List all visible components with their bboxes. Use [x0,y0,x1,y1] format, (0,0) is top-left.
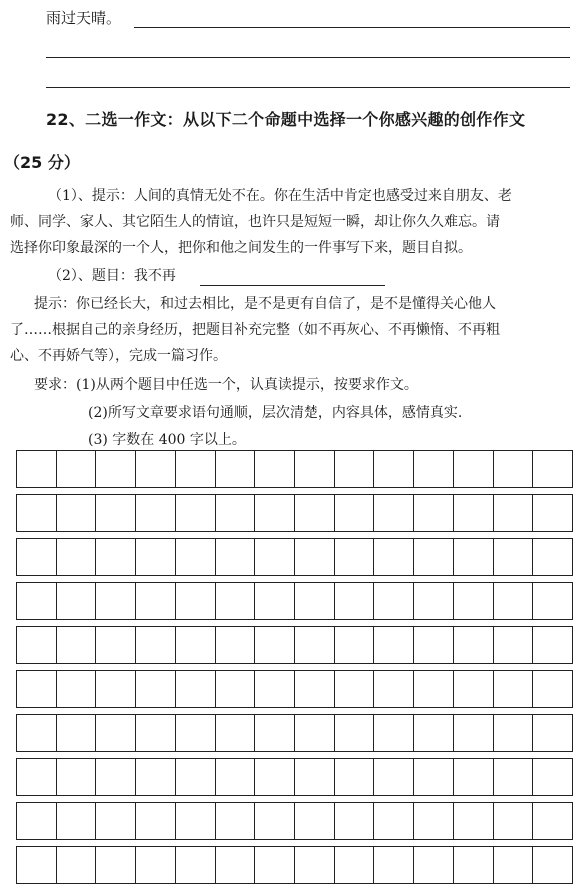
grid-cell[interactable] [494,539,534,576]
requirement-3: (3) 字数在 400 字以上。 [88,432,246,448]
prompt2-line-2: 了……根据自己的亲身经历，把题目补充完整（如不再灰心、不再懒惰、不再粗 [10,322,500,338]
prompt2-line-3: 心、不再娇气等），完成一篇习作。 [10,348,227,364]
grid-cell[interactable] [374,539,414,576]
grid-cell[interactable] [57,759,97,796]
grid-cell[interactable] [216,539,256,576]
grid-cell[interactable] [374,495,414,532]
grid-cell[interactable] [494,451,534,488]
grid-cell[interactable] [494,583,534,620]
grid-cell[interactable] [176,627,216,664]
grid-cell[interactable] [57,715,97,752]
grid-cell[interactable] [216,759,256,796]
grid-row [16,626,573,664]
grid-cell[interactable] [136,583,176,620]
grid-cell[interactable] [533,847,573,884]
grid-cell[interactable] [533,671,573,708]
grid-cell[interactable] [335,583,375,620]
prompt1-line-1: （1）、提示：人间的真情无处不在。你在生活中肯定也感受过来自朋友、老 [48,188,512,204]
grid-cell[interactable] [414,495,454,532]
grid-row [16,494,573,532]
grid-cell[interactable] [96,803,136,840]
grid-cell[interactable] [533,451,573,488]
grid-cell[interactable] [335,671,375,708]
grid-cell[interactable] [494,495,534,532]
grid-row [16,538,573,576]
grid-cell[interactable] [494,671,534,708]
grid-cell[interactable] [295,495,335,532]
requirement-2: (2)所写文章要求语句通顺，层次清楚，内容具体，感情真实. [88,405,463,421]
grid-cell[interactable] [57,803,97,840]
grid-cell[interactable] [335,627,375,664]
grid-cell[interactable] [57,847,97,884]
prompt1-line-2: 师、同学、家人、其它陌生人的情谊，也许只是短短一瞬，却让你久久难忘。请 [10,214,500,230]
grid-cell[interactable] [176,671,216,708]
grid-cell[interactable] [255,451,295,488]
grid-cell[interactable] [176,803,216,840]
grid-cell[interactable] [533,759,573,796]
grid-cell[interactable] [216,627,256,664]
grid-cell[interactable] [374,847,414,884]
prompt1-line-3: 选择你印象最深的一个人，把你和他之间发生的一件事写下来，题目自拟。 [10,240,472,256]
grid-cell[interactable] [533,715,573,752]
answer-line-1 [134,27,570,28]
grid-cell[interactable] [335,847,375,884]
grid-cell[interactable] [335,451,375,488]
grid-cell[interactable] [494,759,534,796]
grid-cell[interactable] [176,715,216,752]
grid-cell[interactable] [414,671,454,708]
answer-line-2 [46,57,570,58]
grid-cell[interactable] [176,451,216,488]
grid-cell[interactable] [494,847,534,884]
grid-row [16,670,573,708]
grid-cell[interactable] [295,847,335,884]
grid-cell[interactable] [494,627,534,664]
grid-cell[interactable] [533,627,573,664]
grid-cell[interactable] [454,627,494,664]
grid-cell[interactable] [57,539,97,576]
grid-cell[interactable] [57,451,97,488]
grid-cell[interactable] [57,495,97,532]
grid-row [16,582,573,620]
grid-cell[interactable] [136,803,176,840]
grid-cell[interactable] [176,583,216,620]
grid-cell[interactable] [414,627,454,664]
grid-row [16,714,573,752]
grid-cell[interactable] [414,583,454,620]
prompt2-line-1: 提示：你已经长大，和过去相比，是不是更有自信了，是不是懂得关心他人 [34,296,496,312]
answer-line-3 [46,87,570,88]
grid-cell[interactable] [374,671,414,708]
grid-cell[interactable] [414,803,454,840]
grid-cell[interactable] [17,671,57,708]
grid-cell[interactable] [136,759,176,796]
grid-cell[interactable] [136,539,176,576]
grid-cell[interactable] [414,451,454,488]
grid-cell[interactable] [96,627,136,664]
grid-cell[interactable] [374,759,414,796]
grid-cell[interactable] [335,715,375,752]
grid-cell[interactable] [533,495,573,532]
grid-cell[interactable] [255,495,295,532]
grid-cell[interactable] [17,627,57,664]
grid-cell[interactable] [454,715,494,752]
grid-cell[interactable] [57,627,97,664]
grid-cell[interactable] [335,495,375,532]
grid-cell[interactable] [335,759,375,796]
fill-in-prefix: 雨过天晴。 [46,9,122,27]
grid-cell[interactable] [454,759,494,796]
grid-cell[interactable] [17,495,57,532]
grid-cell[interactable] [17,847,57,884]
grid-cell[interactable] [96,539,136,576]
grid-cell[interactable] [216,583,256,620]
grid-cell[interactable] [414,715,454,752]
grid-cell[interactable] [17,803,57,840]
grid-row [16,846,573,884]
grid-cell[interactable] [454,803,494,840]
grid-row [16,450,573,488]
question-score: （25 分） [4,153,80,172]
grid-cell[interactable] [136,451,176,488]
grid-cell[interactable] [454,671,494,708]
grid-cell[interactable] [96,715,136,752]
grid-cell[interactable] [216,451,256,488]
composition-grid [16,450,573,884]
grid-cell[interactable] [414,847,454,884]
grid-cell[interactable] [136,627,176,664]
grid-cell[interactable] [374,627,414,664]
grid-cell[interactable] [216,495,256,532]
grid-cell[interactable] [374,803,414,840]
grid-cell[interactable] [17,539,57,576]
grid-cell[interactable] [295,759,335,796]
grid-cell[interactable] [533,539,573,576]
grid-cell[interactable] [136,495,176,532]
grid-cell[interactable] [255,715,295,752]
grid-cell[interactable] [295,583,335,620]
grid-cell[interactable] [255,539,295,576]
grid-cell[interactable] [17,715,57,752]
grid-cell[interactable] [96,759,136,796]
grid-cell[interactable] [295,451,335,488]
grid-cell[interactable] [335,539,375,576]
grid-cell[interactable] [454,495,494,532]
grid-cell[interactable] [96,451,136,488]
grid-cell[interactable] [176,847,216,884]
grid-cell[interactable] [96,495,136,532]
grid-cell[interactable] [494,715,534,752]
grid-cell[interactable] [255,583,295,620]
grid-cell[interactable] [414,759,454,796]
grid-cell[interactable] [17,451,57,488]
grid-cell[interactable] [533,583,573,620]
grid-cell[interactable] [255,847,295,884]
question-title: 22、二选一作文：从以下二个命题中选择一个你感兴趣的创作作文 [46,110,526,129]
grid-cell[interactable] [255,803,295,840]
grid-cell[interactable] [454,583,494,620]
grid-row [16,758,573,796]
grid-cell[interactable] [295,627,335,664]
grid-cell[interactable] [295,539,335,576]
title-blank-line [200,285,385,286]
grid-cell[interactable] [176,539,216,576]
grid-cell[interactable] [216,847,256,884]
grid-cell[interactable] [374,715,414,752]
grid-cell[interactable] [17,759,57,796]
prompt2-title: （2）、题目：我不再 [48,268,176,284]
grid-cell[interactable] [136,715,176,752]
requirement-1: 要求：(1)从两个题目中任选一个，认真读提示，按要求作文。 [34,377,418,393]
grid-cell[interactable] [216,715,256,752]
grid-cell[interactable] [255,627,295,664]
grid-cell[interactable] [216,803,256,840]
grid-cell[interactable] [216,671,256,708]
grid-cell[interactable] [295,671,335,708]
grid-cell[interactable] [255,671,295,708]
grid-cell[interactable] [136,671,176,708]
grid-cell[interactable] [374,583,414,620]
grid-cell[interactable] [454,539,494,576]
grid-cell[interactable] [96,583,136,620]
grid-cell[interactable] [17,583,57,620]
grid-cell[interactable] [295,803,335,840]
grid-cell[interactable] [255,759,295,796]
grid-row [16,802,573,840]
grid-cell[interactable] [414,539,454,576]
grid-cell[interactable] [533,803,573,840]
grid-cell[interactable] [454,847,494,884]
grid-cell[interactable] [176,759,216,796]
grid-cell[interactable] [136,847,176,884]
grid-cell[interactable] [57,671,97,708]
grid-cell[interactable] [96,671,136,708]
grid-cell[interactable] [295,715,335,752]
grid-cell[interactable] [176,495,216,532]
grid-cell[interactable] [335,803,375,840]
grid-cell[interactable] [454,451,494,488]
grid-cell[interactable] [494,803,534,840]
grid-cell[interactable] [96,847,136,884]
grid-cell[interactable] [374,451,414,488]
grid-cell[interactable] [57,583,97,620]
